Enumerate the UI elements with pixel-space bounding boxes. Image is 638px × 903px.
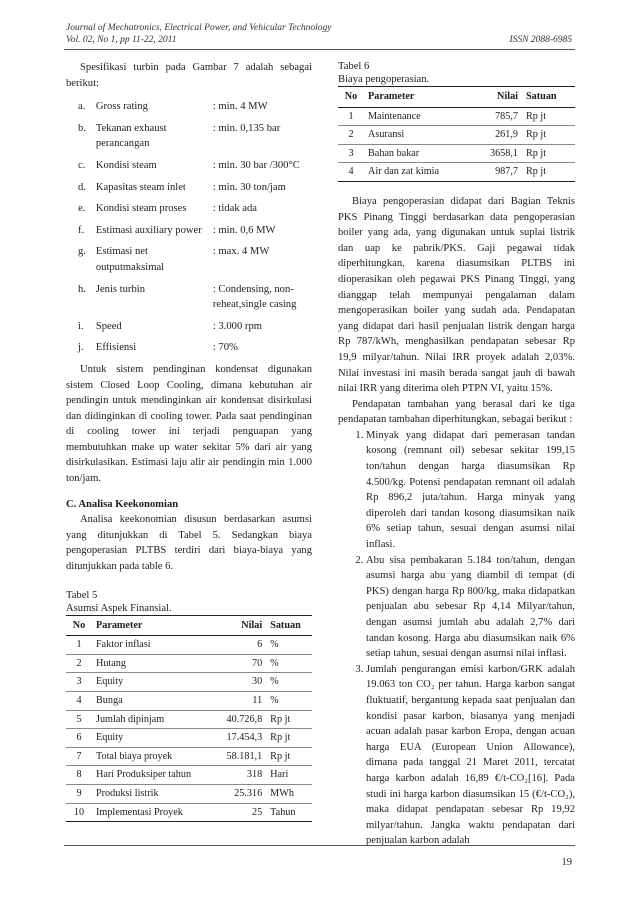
table-cell: 3658,1 [473,144,522,163]
table-header-cell: Parameter [92,615,214,636]
table-header-cell: Nilai [214,615,266,636]
spec-item [66,319,312,335]
table-row [66,710,312,729]
spec-list [66,99,312,356]
spec-key: i. [78,320,84,332]
table-cell: 7 [66,747,92,766]
table-cell: Hari Produksiper tahun [92,766,214,785]
table-row [338,126,575,145]
spec-name: Kapasitas steam inlet [95,181,186,193]
table-cell: 3 [338,144,364,163]
table-cell: 5 [66,710,92,729]
table-cell: 2 [66,654,92,673]
spec-name: Jenis turbin [95,283,145,295]
table-cell: 2 [338,126,364,145]
table6-caption: Biaya pengoperasian. [338,74,430,85]
econ-paragraph: Analisa keekonomian disusun berdasarkan asumsi yang ditunjukkan di Tabel 5. Sedangkan biaya pengoperasian PLTBS terdiri dari biaya-biaya yang ditunjukkan pada table 6. [66,514,312,573]
table-cell: % [266,692,312,711]
table-header-cell: No [66,615,92,636]
table-cell: 25 [214,803,266,822]
table-cell: Rp jt [266,747,312,766]
table-row [66,747,312,766]
table-header-cell: Parameter [364,87,473,108]
table-cell: Rp jt [522,144,575,163]
table-header-row [338,87,575,108]
table-cell: 30 [214,673,266,692]
spec-key: f. [78,224,85,236]
spec-item [66,201,312,217]
table-row [66,636,312,655]
table-cell: 1 [338,107,364,126]
table-cell: 3 [66,673,92,692]
table-cell: 318 [214,766,266,785]
spec-name: Kondisi steam proses [95,203,187,215]
spec-name: Speed [95,320,122,332]
table-row [66,654,312,673]
table-cell: 785,7 [473,107,522,126]
spec-item [66,282,312,313]
table-cell: 6 [214,636,266,655]
spec-value: : min. 0,6 MW [212,224,276,236]
table6-label: Tabel 6 [338,61,370,72]
journal-title: Journal of Mechatronics, Electrical Power, and Vehicular Technology [66,23,332,33]
extra-income-paragraph: Pendapatan tambahan yang berasal dari ke tiga pendapatan tambahan diperhitungkan, sebagai berikut : [338,398,575,426]
spec-name: Effisiensi [95,342,137,354]
table-cell: Rp jt [522,126,575,145]
table-cell: 4 [66,692,92,711]
table-cell: Hutang [92,654,214,673]
table-cell: Rp jt [522,163,575,182]
table5-label: Tabel 5 [66,589,98,601]
spec-key: a. [78,101,86,113]
spec-value: : 70% [212,342,238,354]
table-cell: Bunga [92,692,214,711]
footer-rule [64,845,575,846]
table-row [338,163,575,182]
spec-key: e. [78,203,86,215]
table-cell: Rp jt [522,107,575,126]
table-cell: 17.454,3 [214,729,266,748]
spec-name: Kondisi steam [95,159,157,171]
spec-item [66,244,312,275]
table-header-cell: No [338,87,364,108]
table-cell: Equity [92,729,214,748]
spec-value: : min. 30 bar /300°C [212,159,300,171]
table-cell: 70 [214,654,266,673]
table-row [338,144,575,163]
section-heading: C. Analisa Keekonomian [66,498,179,510]
table-cell: % [266,673,312,692]
income-list [338,428,575,849]
spec-value: : tidak ada [212,203,257,215]
table-cell: Produksi listrik [92,784,214,803]
table-cell: Asuransi [364,126,473,145]
table6 [338,86,575,182]
table-cell: Rp jt [266,710,312,729]
spec-key: c. [78,159,86,171]
spec-item [66,180,312,196]
page-number: 19 [561,857,572,868]
table-cell: % [266,636,312,655]
header-rule [64,49,575,50]
spec-key: g. [78,246,86,258]
table-cell: 261,9 [473,126,522,145]
table-cell: 40.726,8 [214,710,266,729]
spec-item [66,223,312,239]
table-row [66,803,312,822]
spec-item [66,158,312,174]
table-row [66,692,312,711]
spec-key: b. [78,122,86,134]
table-header-cell: Satuan [522,87,575,108]
table-cell: 8 [66,766,92,785]
list-item: 2. Abu sisa pembakaran 5.184 ton/tahun, dengan asumsi harga abu yang diambil di tempat (di PKS) dengan harga Rp 800/kg, maka didapatkan penjualan abu sebesar Rp 4,14 Milyar/tahun, dengan asumsi jumlah abu adalah 2,7% dari tandan kosong. Harga abu diasumsikan naik 6% setiap tahun, sesuai dengan asumsi nilai inflasi. [366,553,575,662]
cooling-paragraph: Untuk sistem pendinginan kondensat digunakan sistem Closed Loop Cooling, dimana kebutuhan air pendingin untuk mendinginkan air kondensat disirkulasi dan didinginkan di cooling tower. Pada saat pendinginan di cooling tower ini terjadi penguapan yang membutuhkan make up water sekitar 5% dari air yang disirkulasikan. Estimasi laju alir air pendingin min 1.000 ton/jam. [66,363,312,485]
table-cell: Rp jt [266,729,312,748]
table-cell: Jumlah dipinjam [92,710,214,729]
spec-intro: Spesifikasi turbin pada Gambar 7 adalah sebagai berikut: [66,62,312,89]
spec-value: : 3.000 rpm [212,320,262,332]
spec-key: h. [78,283,86,295]
table-cell: 6 [66,729,92,748]
table-header-row [66,615,312,636]
table5-caption: Asumsi Aspek Finansial. [66,602,172,614]
table-cell: % [266,654,312,673]
spec-key: d. [78,181,86,193]
spec-value: : max. 4 MW [212,246,270,258]
table-cell: Faktor inflasi [92,636,214,655]
right-column [338,60,575,849]
spec-name: Tekanan exhaust perancangan [95,122,167,150]
spec-value: : min. 0,135 bar [212,122,281,134]
table-row [66,673,312,692]
spec-value: : min. 30 ton/jam [212,181,286,193]
table-header-cell: Satuan [266,615,312,636]
table-cell: Bahan bakar [364,144,473,163]
list-item: 3. Jumlah pengurangan emisi karbon/GRK adalah 19.063 ton CO₂ per tahun. Harga karbon sangat fluktuatif, bergantung kepada saat penjualan dan kondisi pasar karbon, biasanya yang menjadi acuan adalah pasar karbon Eropa, dengan acuan harga EUA (European Union Allowance), dimana pada tanggal 21 Maret 2011, tercatat harga karbon adalah 16,89 €/t-CO₂[16]. Pada studi ini harga karbon diasumsikan 15 (€/t-CO₂), maka didapat pendapatan sebesar Rp 19,92 milyar/tahun. Jangka waktu pendapatan dari penjualan karbon adalah [366,662,575,849]
cost-paragraph: Biaya pengoperasian didapat dari Bagian Teknis PKS Pinang Tinggi berdasarkan data pengoperasian boiler yang ada, yang digunakan untuk suplai listrik dan uap ke pabrik/PKS. Gaji pegawai tidak diperhitungkan, karena diasumsikan PLTBS ini dioperasikan oleh pegawai PKS Pinang Tinggi, yang dianggap telah mempunyai pengalaman dalam mengoperasikan boiler yang sudah ada. Pendapatan yang didapat dari hasil penjualan listrik dengan harga Rp 787/kWh, menghasilkan pendapatan sebesar Rp 19,9 milyar/tahun. Nilai IRR proyek adalah 2,03%. Nilai investasi ini masih berada sangat jauh di bawah nilai IRR yang diterima oleh PTPN VI, yaitu 15%. [338,195,575,395]
spec-name: Estimasi auxiliary power [95,224,202,236]
table5 [66,615,312,823]
spec-item [66,340,312,356]
table-cell: MWh [266,784,312,803]
spec-name: Estimasi net outputmaksimal [95,246,165,273]
table-row [66,729,312,748]
journal-issn: ISSN 2088-6985 [509,35,572,45]
table-cell: 10 [66,803,92,822]
table-cell: 58.181,1 [214,747,266,766]
table-header-cell: Nilai [473,87,522,108]
table-row [66,784,312,803]
table-cell: 9 [66,784,92,803]
spec-value: : min. 4 MW [212,101,268,113]
table-cell: Maintenance [364,107,473,126]
table-cell: 1 [66,636,92,655]
table-cell: Hari [266,766,312,785]
spec-item [66,99,312,115]
table-row [338,107,575,126]
table-cell: Air dan zat kimia [364,163,473,182]
table-cell: 4 [338,163,364,182]
journal-volume: Vol. 02, No 1, pp 11-22, 2011 [66,35,177,45]
table-cell: 987,7 [473,163,522,182]
spec-name: Gross rating [95,101,148,113]
table-cell: Implementasi Proyek [92,803,214,822]
table-cell: Tahun [266,803,312,822]
table-row [66,766,312,785]
table-cell: Equity [92,673,214,692]
table-cell: Total biaya proyek [92,747,214,766]
spec-key: j. [78,342,84,354]
table-cell: 11 [214,692,266,711]
spec-item [66,121,312,152]
list-item: 1. Minyak yang didapat dari pemerasan tandan kosong (remnant oil) sebesar sekitar 199,15 ton/tahun dengan harga diasumsikan Rp 4.500/kg. Potensi pendapatan remnant oil adalah Rp 896,2 juta/tahun. Harga minyak yang diperoleh dari tandan kosong diasumsikan naik 6% setiap tahun, sesuai dengan asumsi nilai inflasi. [366,428,575,553]
table-cell: 25.316 [214,784,266,803]
left-column [66,60,312,822]
spec-value: : Condensing, non-reheat,single casing [212,283,297,311]
